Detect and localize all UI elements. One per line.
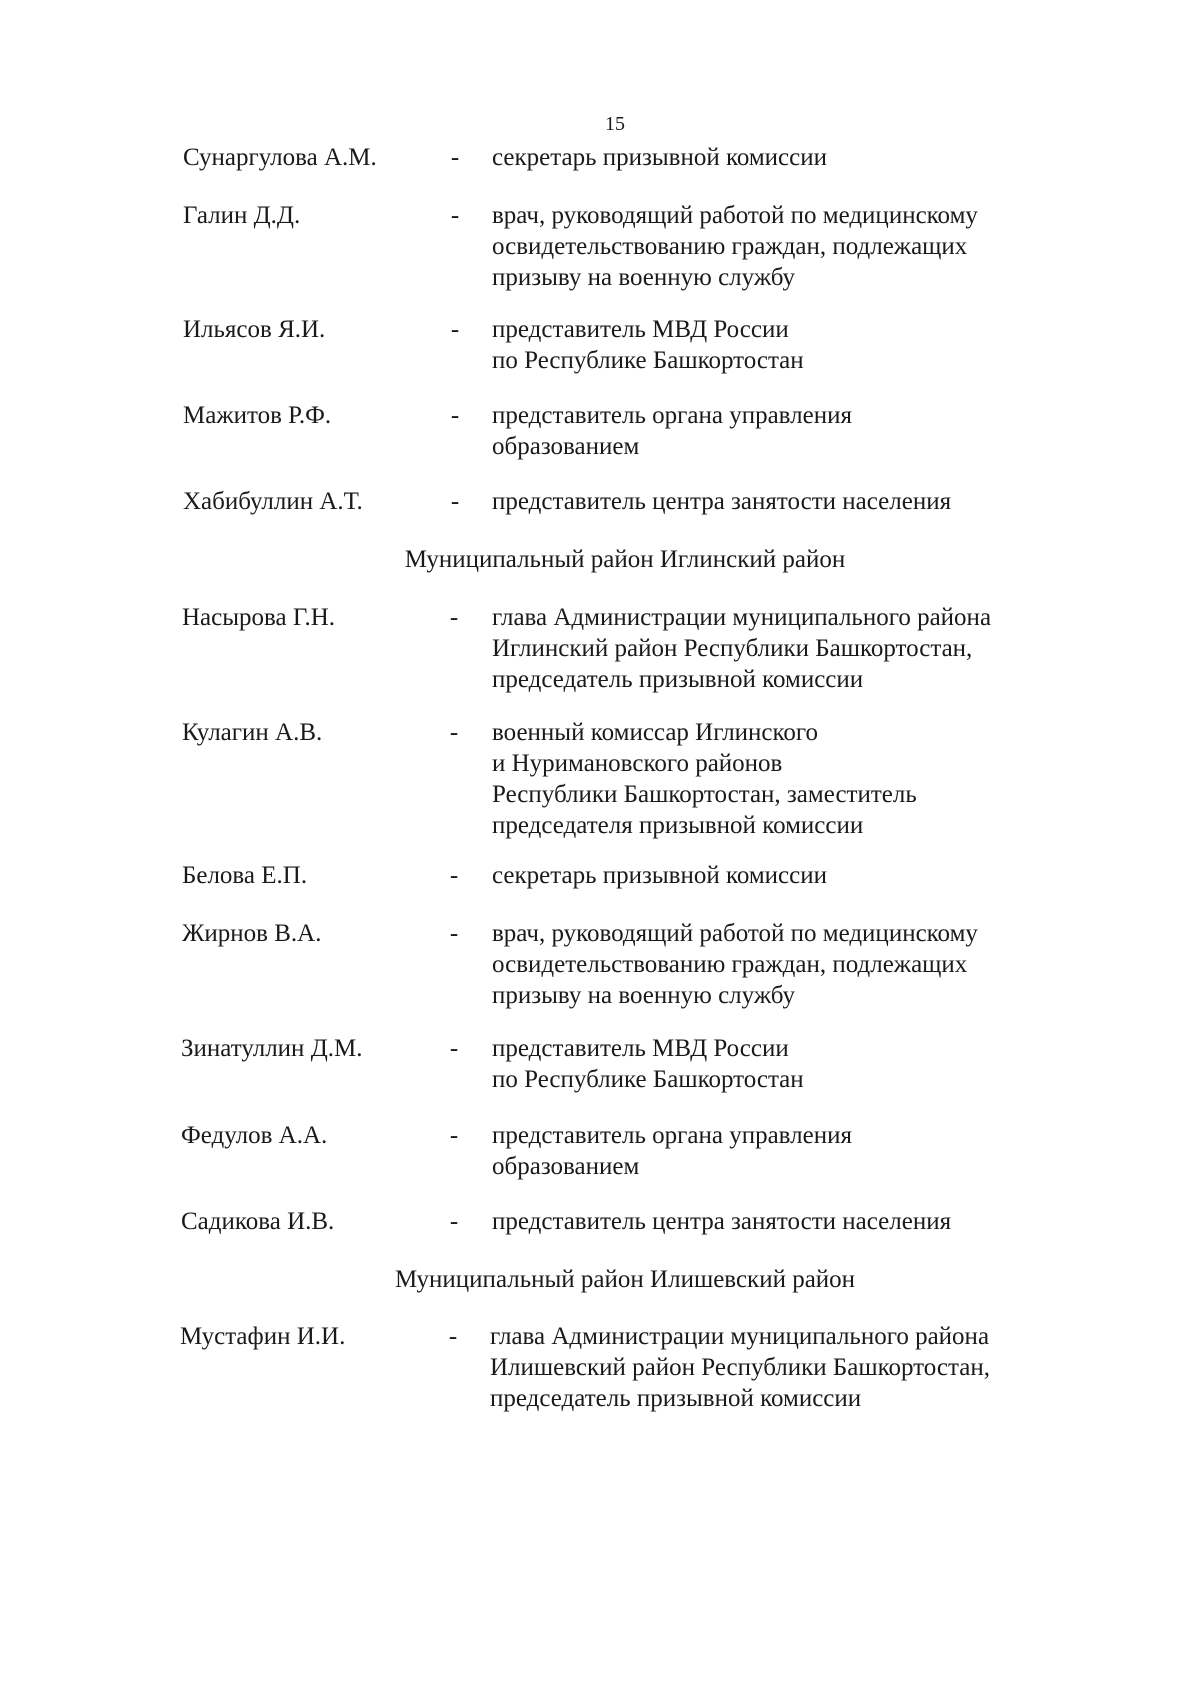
member-role xyxy=(492,717,1082,841)
member-name: Садикова И.В. xyxy=(181,1208,335,1235)
member-name: Хабибуллин А.Т. xyxy=(183,488,363,515)
dash-separator: - xyxy=(449,604,459,631)
dash-separator: - xyxy=(449,862,459,889)
dash-separator: - xyxy=(449,920,459,947)
member-name: Зинатуллин Д.М. xyxy=(181,1035,363,1062)
role-line: глава Администрации муниципального района xyxy=(490,1323,990,1350)
role-line: освидетельствованию граждан, подлежащих xyxy=(492,951,968,978)
member-name: Галин Д.Д. xyxy=(183,202,301,229)
member-role xyxy=(490,1321,1080,1414)
role-line: Республики Башкортостан, заместитель xyxy=(492,781,917,808)
member-name: Насырова Г.Н. xyxy=(182,604,336,631)
member-role xyxy=(492,400,1082,462)
role-line: секретарь призывной комиссии xyxy=(492,862,828,889)
role-line: глава Администрации муниципального района xyxy=(492,604,992,631)
dash-separator: - xyxy=(449,719,459,746)
role-line: представитель органа управления xyxy=(492,1122,852,1149)
dash-separator: - xyxy=(450,202,460,229)
member-role xyxy=(492,918,1082,1011)
dash-separator: - xyxy=(450,402,460,429)
dash-separator: - xyxy=(449,1035,459,1062)
role-line: председатель призывной комиссии xyxy=(490,1385,862,1412)
section-heading: Муниципальный район Иглинский район xyxy=(404,546,846,573)
member-role xyxy=(492,200,1082,293)
member-role xyxy=(492,1120,1082,1182)
dash-separator: - xyxy=(449,1208,459,1235)
role-line: представитель МВД России xyxy=(492,316,789,343)
member-role xyxy=(492,142,1082,173)
dash-separator: - xyxy=(448,1323,458,1350)
member-name: Сунаргулова А.М. xyxy=(183,144,377,171)
dash-separator: - xyxy=(450,144,460,171)
role-line: образованием xyxy=(492,1153,640,1180)
role-line: призыву на военную службу xyxy=(492,264,796,291)
role-line: Иглинский район Республики Башкортостан, xyxy=(492,635,973,662)
page-number: 15 xyxy=(605,113,625,135)
role-line: председатель призывной комиссии xyxy=(492,666,864,693)
member-name: Мустафин И.И. xyxy=(180,1323,346,1350)
member-name: Ильясов Я.И. xyxy=(183,316,326,343)
role-line: представитель центра занятости населения xyxy=(492,488,952,515)
role-line: секретарь призывной комиссии xyxy=(492,144,828,171)
role-line: призыву на военную службу xyxy=(492,982,796,1009)
role-line: представитель органа управления xyxy=(492,402,852,429)
role-line: освидетельствованию граждан, подлежащих xyxy=(492,233,968,260)
member-name: Федулов А.А. xyxy=(181,1122,328,1149)
member-role xyxy=(492,1206,1082,1237)
dash-separator: - xyxy=(450,316,460,343)
role-line: по Республике Башкортостан xyxy=(492,347,804,374)
member-name: Жирнов В.А. xyxy=(182,920,322,947)
role-line: военный комиссар Иглинского xyxy=(492,719,819,746)
member-name: Мажитов Р.Ф. xyxy=(183,402,332,429)
role-line: по Республике Башкортостан xyxy=(492,1066,804,1093)
member-role xyxy=(492,314,1082,376)
member-name: Белова Е.П. xyxy=(182,862,308,889)
section-heading: Муниципальный район Илишевский район xyxy=(394,1266,856,1293)
role-line: врач, руководящий работой по медицинскому xyxy=(492,920,978,947)
member-role xyxy=(492,486,1082,517)
member-role xyxy=(492,860,1082,891)
role-line: представитель МВД России xyxy=(492,1035,789,1062)
member-role xyxy=(492,602,1082,695)
dash-separator: - xyxy=(450,488,460,515)
dash-separator: - xyxy=(449,1122,459,1149)
role-line: и Нуримановского районов xyxy=(492,750,783,777)
role-line: образованием xyxy=(492,433,640,460)
role-line: врач, руководящий работой по медицинскому xyxy=(492,202,978,229)
member-name: Кулагин А.В. xyxy=(182,719,323,746)
role-line: председателя призывной комиссии xyxy=(492,812,864,839)
role-line: Илишевский район Республики Башкортостан, xyxy=(490,1354,990,1381)
role-line: представитель центра занятости населения xyxy=(492,1208,952,1235)
member-role xyxy=(492,1033,1082,1095)
